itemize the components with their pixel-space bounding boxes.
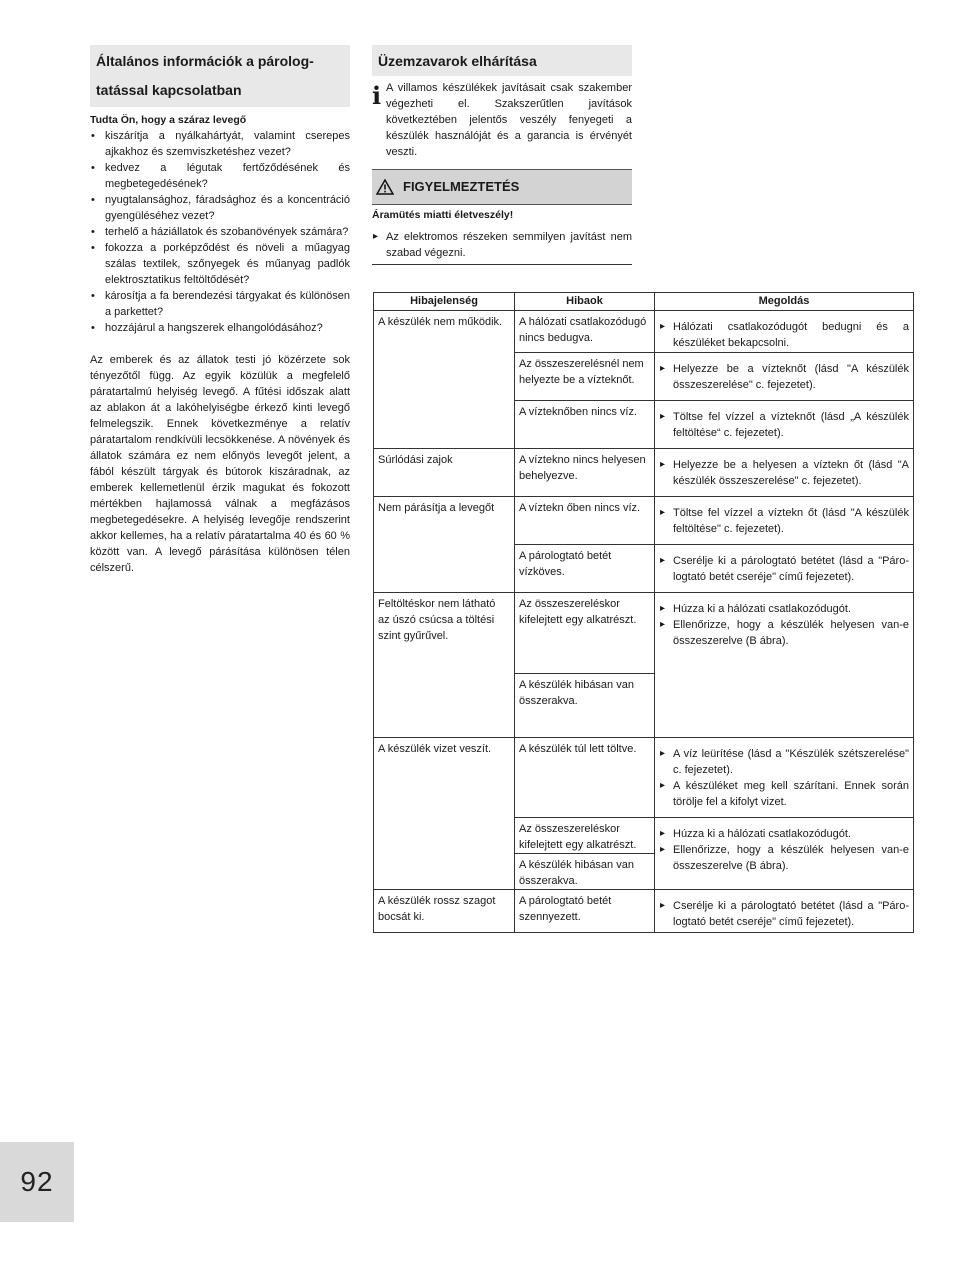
cause-cell: Az összeszereléskor kifelejtett egy alkatrészt. [515, 593, 655, 674]
table-header-row [374, 293, 914, 311]
table-row [374, 497, 914, 545]
cause-cell: A párologtató betét vízköves. [515, 545, 655, 593]
info-notice [372, 80, 632, 160]
page-number-box [0, 1142, 74, 1222]
humidity-paragraph: Az emberek és az állatok testi jó közérzete sok tényezőtől függ. Az egyik közülük a megfelelő páratartalmú helyiség levegő. A fűtési időszak alatt az ablakon át a lakóhelyiségbe érkező kinti levegő felmelegszik. Ennek következménye a relatív páratartalom rendkívüli lecsökkenése. A növények és állatok számára ez nem előnyös levegőt jelent, a fából készült tárgyak és bútorok kiszáradnak, az emberek kellemetlenül érzik magukat és fokozott mértékben hajlamossá válnak a megfázásos megbetegedésekre. A helyiség levegője rendszerint akkor kellemes, ha a relatív páratartalma 40 és 60 % között van. A levegő párásítása különösen télen célszerű. [90, 354, 350, 574]
list-item: • fokozza a porképződést és növeli a műagyag szálas textilek, szőnyegek és műanyag padlók elektrosztatikus feltöltődését? [90, 240, 350, 288]
list-item: ▸ Hálózati csatlakozódugót bedugni és a készüléket bekapcsolni. [659, 319, 909, 351]
solution-cell [655, 353, 914, 401]
symptom-cell: A készülék rossz szagot bocsát ki. [374, 890, 515, 933]
solution-cell [655, 497, 914, 545]
cause-cell: A készülék hibásan van összerakva. [515, 674, 655, 738]
warning-triangle-icon [376, 179, 394, 195]
cause-cell: A párologtató betét szennyezett. [515, 890, 655, 933]
column-header-cause: Hibaok [515, 293, 655, 311]
warning-bar [372, 169, 632, 205]
solution-cell [655, 311, 914, 353]
list-item: ▸ Húzza ki a hálózati csatlakozódugót. [659, 826, 909, 842]
list-item: ▸ Ellenőrizze, hogy a készülék helyesen van-e összeszerelve (B ábra). [659, 842, 909, 874]
left-column [90, 112, 350, 576]
list-item: ▸ Helyezze be a helyesen a víztekn őt (lásd "A készülék összeszerelése" c. fejezetet). [659, 457, 909, 489]
list-item: • nyugtalansághoz, fáradsághoz és a koncentráció gyengüléséhez vezet? [90, 192, 350, 224]
cause-cell: Az összeszereléskor kifelejtett egy alkatrészt. [515, 818, 655, 854]
solution-cell [655, 818, 914, 890]
cause-cell: A készülék hibásan van összerakva. [515, 854, 655, 890]
table-row [374, 738, 914, 818]
list-item: ▸ A víz leürítése (lásd a "Készülék szétszerelése" c. fejezetet). [659, 746, 909, 778]
list-item: ▸ Húzza ki a hálózati csatlakozódugót. [659, 601, 909, 617]
symptom-cell: Nem párásítja a levegőt [374, 497, 515, 593]
warning-title: FIGYELMEZTETÉS [403, 179, 520, 194]
list-item: ▸ Az elektromos részeken semmilyen javítást nem szabad végezni. [372, 229, 632, 261]
list-item: • terhelő a háziállatok és szobanövények számára? [90, 224, 350, 240]
list-item: ▸ Cserélje ki a párologtató betétet (lásd a "Páro-logtató betét cseréje" című fejezetet). [659, 898, 909, 930]
cause-cell: A vízteknőben nincs víz. [515, 401, 655, 449]
list-item: • károsítja a fa berendezési tárgyakat és különösen a parkettet? [90, 288, 350, 320]
solution-cell [655, 593, 914, 738]
table-row [374, 890, 914, 933]
info-text: A villamos készülékek javításait csak szakember végezheti el. Szakszerűtlen javítások következtében jelentős veszély fenyegeti a készülék használóját és a garancia is érvényét veszti. [386, 82, 632, 158]
list-item: • hozzájárul a hangszerek elhangolódásához? [90, 320, 350, 336]
section-heading-troubleshooting-text: Üzemzavarok elhárítása [378, 53, 537, 69]
section-heading-troubleshooting [372, 45, 632, 76]
symptom-cell: A készülék nem működik. [374, 311, 515, 449]
section-heading-general-info [90, 45, 350, 107]
symptom-cell: Feltöltéskor nem látható az úszó csúcsa a töltési szint gyűrűvel. [374, 593, 515, 738]
solution-cell [655, 401, 914, 449]
section-heading-general-info-text: Általános információk a párolog-tatással kapcsolatban [96, 53, 314, 98]
table-row [374, 593, 914, 674]
solution-cell [655, 545, 914, 593]
warning-subtitle: Áramütés miatti életveszély! [372, 209, 514, 221]
warning-list [372, 229, 632, 261]
dry-air-list [90, 128, 350, 336]
list-item: ▸ A készüléket meg kell szárítani. Ennek során törölje fel a kifolyt vizet. [659, 778, 909, 810]
symptom-cell: Súrlódási zajok [374, 449, 515, 497]
cause-cell: A víztekno nincs helyesen behelyezve. [515, 449, 655, 497]
list-item: ▸ Töltse fel vízzel a vízteknőt (lásd „A készülék feltöltése“ c. fejezetet). [659, 409, 909, 441]
divider [372, 264, 632, 265]
cause-cell: A víztekn őben nincs víz. [515, 497, 655, 545]
symptom-cell: A készülék vizet veszít. [374, 738, 515, 890]
list-item: ▸ Töltse fel vízzel a víztekn őt (lásd "A készülék feltöltése" c. fejezetet). [659, 505, 909, 537]
troubleshooting-table [373, 292, 914, 933]
table-row [374, 449, 914, 497]
list-item: ▸ Ellenőrizze, hogy a készülék helyesen van-e összeszerelve (B ábra). [659, 617, 909, 649]
cause-cell: A hálózati csatlakozódugó nincs bedugva. [515, 311, 655, 353]
cause-cell: Az összeszerelésnél nem helyezte be a vízteknőt. [515, 353, 655, 401]
column-header-symptom: Hibajelenség [374, 293, 515, 311]
table-row [374, 311, 914, 353]
dry-air-subheading: Tudta Ön, hogy a száraz levegő [90, 114, 247, 126]
info-icon: i [372, 81, 382, 110]
list-item: ▸ Cserélje ki a párologtató betétet (lásd a "Páro-logtató betét cseréje" című fejezetet). [659, 553, 909, 585]
solution-cell [655, 738, 914, 818]
solution-cell [655, 449, 914, 497]
list-item: ▸ Helyezze be a vízteknőt (lásd "A készülék összeszerelése" c. fejezetet). [659, 361, 909, 393]
cause-cell: A készülék túl lett töltve. [515, 738, 655, 818]
column-header-solution: Megoldás [655, 293, 914, 311]
list-item: • kedvez a légutak fertőződésének és megbetegedésének? [90, 160, 350, 192]
list-item: • kiszárítja a nyálkahártyát, valamint cserepes ajkakhoz és szemviszketéshez vezet? [90, 128, 350, 160]
solution-cell [655, 890, 914, 933]
page-number: 92 [20, 1166, 54, 1197]
